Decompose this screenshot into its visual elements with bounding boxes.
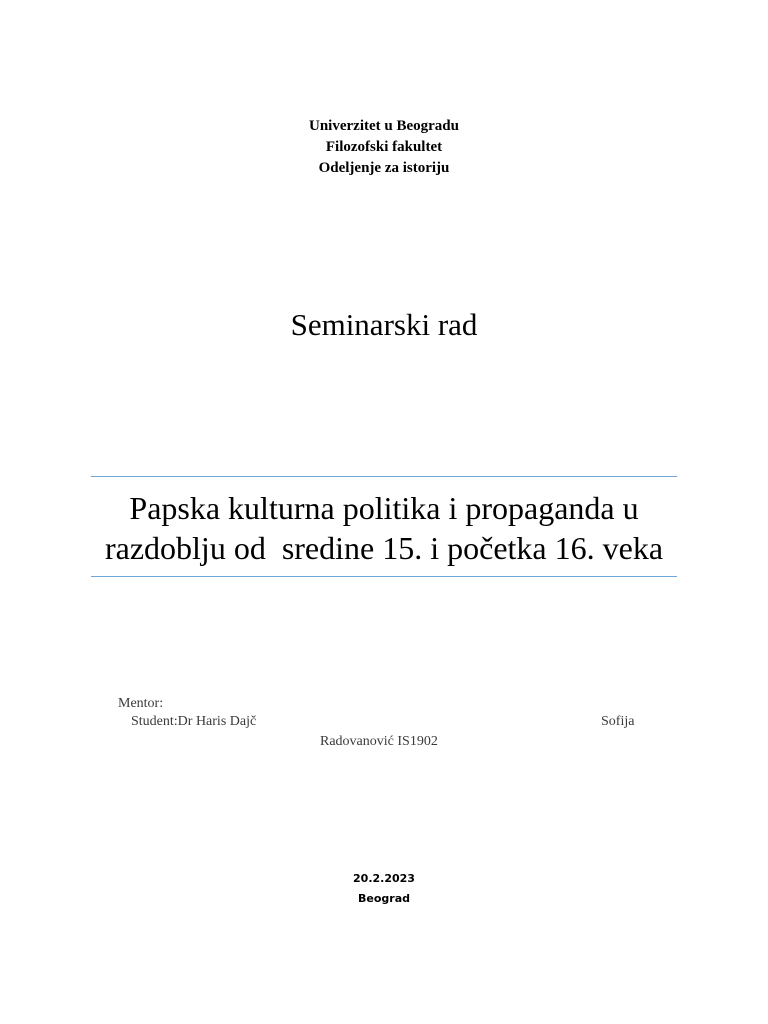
thesis-title <box>60 488 708 568</box>
document-type-title: Seminarski rad <box>290 307 478 342</box>
department-name: Odeljenje za istoriju <box>318 160 450 176</box>
institution-header <box>0 116 768 179</box>
mentor-label: Mentor: <box>118 696 164 711</box>
document-city: Beograd <box>358 892 410 905</box>
thesis-title-line-1: Papska kulturna politika i propaganda u <box>129 490 639 526</box>
footer-info <box>0 869 768 909</box>
thesis-title-line-2: razdoblju od sredine 15. i početka 16. veka <box>104 530 664 566</box>
title-bottom-divider <box>91 576 677 577</box>
document-date: 20.2.2023 <box>353 872 415 885</box>
faculty-name: Filozofski fakultet <box>325 139 443 155</box>
student-mentor-line: Student:Dr Haris Dajč <box>131 714 257 729</box>
student-first-name: Sofija <box>601 714 635 729</box>
university-name: Univerzitet u Beogradu <box>309 118 459 134</box>
title-top-divider <box>91 476 677 477</box>
student-last-name-id: Radovanović IS1902 <box>320 734 438 749</box>
